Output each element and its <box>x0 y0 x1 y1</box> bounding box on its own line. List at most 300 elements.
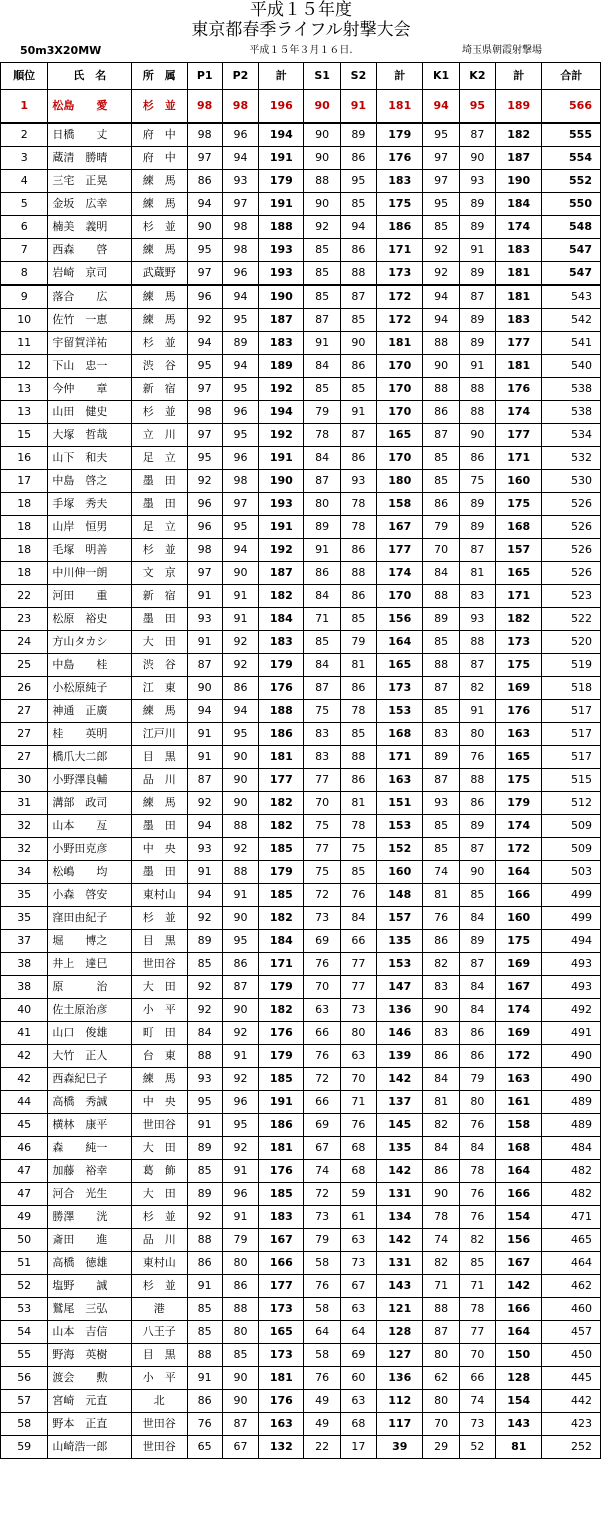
cell-k1: 79 <box>423 516 459 539</box>
cell-p1: 88 <box>187 1229 222 1252</box>
cell-k2: 78 <box>459 1160 495 1183</box>
cell-p1: 92 <box>187 470 222 493</box>
cell-pt: 196 <box>259 90 304 124</box>
cell-pt: 182 <box>259 815 304 838</box>
cell-s2: 95 <box>340 170 376 193</box>
cell-p2: 98 <box>222 90 258 124</box>
cell-p1: 85 <box>187 953 222 976</box>
cell-s2: 85 <box>340 723 376 746</box>
cell-total: 509 <box>542 815 601 838</box>
cell-rank: 18 <box>1 493 48 516</box>
cell-pt: 182 <box>259 585 304 608</box>
cell-s1: 71 <box>304 608 340 631</box>
cell-total: 526 <box>542 516 601 539</box>
cell-s1: 84 <box>304 585 340 608</box>
table-row <box>1 1183 601 1206</box>
cell-rank: 25 <box>1 654 48 677</box>
cell-p1: 94 <box>187 193 222 216</box>
cell-club: 新 宿 <box>132 585 187 608</box>
table-row <box>1 1344 601 1367</box>
cell-p1: 88 <box>187 1344 222 1367</box>
cell-club: 大 田 <box>132 1137 187 1160</box>
cell-st: 142 <box>377 1229 423 1252</box>
cell-total: 450 <box>542 1344 601 1367</box>
cell-s2: 70 <box>340 1068 376 1091</box>
table-row <box>1 170 601 193</box>
cell-pt: 192 <box>259 378 304 401</box>
cell-p1: 87 <box>187 654 222 677</box>
cell-s2: 60 <box>340 1367 376 1390</box>
cell-st: 172 <box>377 285 423 309</box>
cell-k2: 76 <box>459 1114 495 1137</box>
results-header <box>0 0 602 62</box>
cell-s1: 87 <box>304 677 340 700</box>
cell-s2: 63 <box>340 1390 376 1413</box>
cell-kt: 161 <box>496 1091 542 1114</box>
cell-st: 167 <box>377 516 423 539</box>
cell-name: 山崎浩一郎 <box>48 1436 132 1459</box>
cell-s2: 68 <box>340 1160 376 1183</box>
cell-club: 新 宿 <box>132 378 187 401</box>
cell-kt: 184 <box>496 193 542 216</box>
table-row <box>1 930 601 953</box>
table-row <box>1 309 601 332</box>
cell-s2: 69 <box>340 1344 376 1367</box>
cell-s2: 94 <box>340 216 376 239</box>
cell-p1: 90 <box>187 216 222 239</box>
cell-k2: 83 <box>459 585 495 608</box>
cell-club: 練 馬 <box>132 285 187 309</box>
cell-st: 163 <box>377 769 423 792</box>
table-row <box>1 1252 601 1275</box>
cell-total: 494 <box>542 930 601 953</box>
cell-rank: 55 <box>1 1344 48 1367</box>
cell-p2: 92 <box>222 654 258 677</box>
cell-p1: 91 <box>187 1275 222 1298</box>
cell-p2: 92 <box>222 838 258 861</box>
cell-kt: 128 <box>496 1367 542 1390</box>
cell-s1: 70 <box>304 976 340 999</box>
cell-rank: 23 <box>1 608 48 631</box>
cell-kt: 174 <box>496 401 542 424</box>
cell-name: 下山 忠一 <box>48 355 132 378</box>
cell-total: 471 <box>542 1206 601 1229</box>
cell-pt: 194 <box>259 401 304 424</box>
cell-s2: 77 <box>340 953 376 976</box>
cell-rank: 51 <box>1 1252 48 1275</box>
cell-club: 台 東 <box>132 1045 187 1068</box>
cell-p1: 97 <box>187 562 222 585</box>
cell-pt: 191 <box>259 447 304 470</box>
cell-total: 532 <box>542 447 601 470</box>
cell-name: 鷲尾 三弘 <box>48 1298 132 1321</box>
cell-total: 554 <box>542 147 601 170</box>
table-row <box>1 792 601 815</box>
cell-k2: 71 <box>459 1275 495 1298</box>
cell-p1: 92 <box>187 999 222 1022</box>
cell-k1: 94 <box>423 309 459 332</box>
cell-p1: 89 <box>187 930 222 953</box>
event-code: 50m3X20MW <box>20 44 102 57</box>
table-row <box>1 239 601 262</box>
cell-name: 松島 愛 <box>48 90 132 124</box>
cell-s2: 76 <box>340 884 376 907</box>
cell-name: 野本 正直 <box>48 1413 132 1436</box>
cell-k2: 91 <box>459 355 495 378</box>
cell-club: 杉 並 <box>132 401 187 424</box>
cell-k1: 82 <box>423 953 459 976</box>
cell-pt: 192 <box>259 424 304 447</box>
cell-p2: 91 <box>222 608 258 631</box>
cell-pt: 187 <box>259 309 304 332</box>
cell-st: 153 <box>377 953 423 976</box>
cell-rank: 32 <box>1 815 48 838</box>
cell-s1: 76 <box>304 1275 340 1298</box>
cell-kt: 172 <box>496 1045 542 1068</box>
cell-rank: 27 <box>1 723 48 746</box>
cell-kt: 166 <box>496 1298 542 1321</box>
cell-rank: 11 <box>1 332 48 355</box>
cell-total: 499 <box>542 907 601 930</box>
cell-st: 148 <box>377 884 423 907</box>
cell-name: 橋爪大二郎 <box>48 746 132 769</box>
cell-k1: 88 <box>423 378 459 401</box>
cell-st: 112 <box>377 1390 423 1413</box>
cell-k1: 88 <box>423 332 459 355</box>
cell-total: 566 <box>542 90 601 124</box>
table-row <box>1 470 601 493</box>
cell-s1: 75 <box>304 700 340 723</box>
cell-kt: 189 <box>496 90 542 124</box>
cell-st: 142 <box>377 1160 423 1183</box>
cell-rank: 22 <box>1 585 48 608</box>
cell-kt: 183 <box>496 239 542 262</box>
table-row <box>1 539 601 562</box>
cell-s2: 78 <box>340 516 376 539</box>
cell-rank: 40 <box>1 999 48 1022</box>
cell-name: 神通 正廣 <box>48 700 132 723</box>
cell-p2: 90 <box>222 792 258 815</box>
cell-s1: 90 <box>304 123 340 147</box>
cell-st: 142 <box>377 1068 423 1091</box>
cell-k1: 84 <box>423 1137 459 1160</box>
cell-p1: 90 <box>187 677 222 700</box>
cell-s2: 85 <box>340 193 376 216</box>
cell-name: 山岸 恒男 <box>48 516 132 539</box>
cell-k2: 87 <box>459 953 495 976</box>
cell-s2: 87 <box>340 285 376 309</box>
cell-k1: 93 <box>423 792 459 815</box>
table-row <box>1 815 601 838</box>
cell-s1: 67 <box>304 1137 340 1160</box>
column-header: P1 <box>187 63 222 90</box>
cell-p1: 97 <box>187 378 222 401</box>
cell-club: 江戸川 <box>132 723 187 746</box>
cell-club: 北 <box>132 1390 187 1413</box>
table-row <box>1 1206 601 1229</box>
cell-rank: 35 <box>1 884 48 907</box>
cell-pt: 181 <box>259 1137 304 1160</box>
cell-k2: 77 <box>459 1321 495 1344</box>
cell-club: 練 馬 <box>132 193 187 216</box>
cell-rank: 5 <box>1 193 48 216</box>
cell-k1: 78 <box>423 1206 459 1229</box>
cell-pt: 166 <box>259 1252 304 1275</box>
cell-club: 墨 田 <box>132 493 187 516</box>
cell-rank: 35 <box>1 907 48 930</box>
cell-st: 147 <box>377 976 423 999</box>
cell-st: 179 <box>377 123 423 147</box>
cell-p1: 94 <box>187 884 222 907</box>
cell-name: 加藤 裕幸 <box>48 1160 132 1183</box>
cell-s1: 90 <box>304 90 340 124</box>
cell-kt: 154 <box>496 1390 542 1413</box>
table-row <box>1 1114 601 1137</box>
cell-total: 423 <box>542 1413 601 1436</box>
cell-rank: 1 <box>1 90 48 124</box>
cell-kt: 175 <box>496 654 542 677</box>
cell-k1: 86 <box>423 1045 459 1068</box>
cell-s2: 86 <box>340 769 376 792</box>
cell-k1: 86 <box>423 493 459 516</box>
cell-total: 512 <box>542 792 601 815</box>
cell-total: 465 <box>542 1229 601 1252</box>
cell-kt: 169 <box>496 1022 542 1045</box>
cell-pt: 167 <box>259 1229 304 1252</box>
cell-club: 府 中 <box>132 147 187 170</box>
cell-k2: 80 <box>459 1091 495 1114</box>
cell-pt: 183 <box>259 631 304 654</box>
table-row <box>1 976 601 999</box>
cell-st: 170 <box>377 355 423 378</box>
cell-name: 手塚 秀夫 <box>48 493 132 516</box>
cell-s1: 85 <box>304 285 340 309</box>
table-row <box>1 953 601 976</box>
cell-pt: 179 <box>259 170 304 193</box>
cell-p1: 93 <box>187 608 222 631</box>
cell-rank: 6 <box>1 216 48 239</box>
cell-p1: 94 <box>187 815 222 838</box>
cell-s2: 59 <box>340 1183 376 1206</box>
cell-st: 151 <box>377 792 423 815</box>
cell-p1: 96 <box>187 285 222 309</box>
title-event-name: 東京都春季ライフル射撃大会 <box>191 20 411 40</box>
cell-pt: 181 <box>259 1367 304 1390</box>
cell-pt: 183 <box>259 332 304 355</box>
cell-p1: 95 <box>187 447 222 470</box>
cell-p2: 80 <box>222 1252 258 1275</box>
cell-club: 品 川 <box>132 769 187 792</box>
cell-k2: 87 <box>459 654 495 677</box>
cell-p2: 95 <box>222 424 258 447</box>
cell-st: 175 <box>377 193 423 216</box>
table-row <box>1 1022 601 1045</box>
cell-name: 野海 英樹 <box>48 1344 132 1367</box>
column-header: 計 <box>496 63 542 90</box>
cell-s1: 58 <box>304 1252 340 1275</box>
cell-k2: 78 <box>459 1298 495 1321</box>
cell-name: 中島 桂 <box>48 654 132 677</box>
cell-k2: 75 <box>459 470 495 493</box>
cell-name: 西森紀巳子 <box>48 1068 132 1091</box>
cell-s2: 89 <box>340 123 376 147</box>
cell-rank: 53 <box>1 1298 48 1321</box>
cell-p1: 98 <box>187 401 222 424</box>
cell-s1: 87 <box>304 309 340 332</box>
cell-s2: 86 <box>340 585 376 608</box>
cell-kt: 179 <box>496 792 542 815</box>
cell-st: 165 <box>377 424 423 447</box>
cell-s1: 86 <box>304 562 340 585</box>
cell-club: 練 馬 <box>132 1068 187 1091</box>
cell-kt: 157 <box>496 539 542 562</box>
table-row <box>1 1045 601 1068</box>
cell-total: 489 <box>542 1091 601 1114</box>
cell-p2: 94 <box>222 700 258 723</box>
cell-st: 176 <box>377 147 423 170</box>
cell-st: 153 <box>377 815 423 838</box>
cell-s1: 66 <box>304 1091 340 1114</box>
cell-st: 136 <box>377 999 423 1022</box>
cell-st: 160 <box>377 861 423 884</box>
cell-k2: 74 <box>459 1390 495 1413</box>
table-row <box>1 907 601 930</box>
cell-k1: 82 <box>423 1252 459 1275</box>
cell-total: 555 <box>542 123 601 147</box>
event-venue: 埼玉県朝霞射撃場 <box>462 45 542 56</box>
table-row <box>1 1091 601 1114</box>
cell-pt: 189 <box>259 355 304 378</box>
cell-name: 小森 啓安 <box>48 884 132 907</box>
cell-pt: 173 <box>259 1298 304 1321</box>
cell-k2: 88 <box>459 769 495 792</box>
table-row <box>1 999 601 1022</box>
cell-st: 171 <box>377 746 423 769</box>
cell-s2: 85 <box>340 378 376 401</box>
cell-pt: 187 <box>259 562 304 585</box>
cell-st: 186 <box>377 216 423 239</box>
cell-rank: 30 <box>1 769 48 792</box>
cell-name: 山口 俊雄 <box>48 1022 132 1045</box>
cell-club: 目 黒 <box>132 746 187 769</box>
table-row <box>1 1137 601 1160</box>
cell-rank: 47 <box>1 1160 48 1183</box>
table-row <box>1 700 601 723</box>
cell-rank: 56 <box>1 1367 48 1390</box>
cell-total: 490 <box>542 1068 601 1091</box>
cell-pt: 191 <box>259 516 304 539</box>
cell-p2: 96 <box>222 1183 258 1206</box>
cell-s1: 78 <box>304 424 340 447</box>
cell-st: 137 <box>377 1091 423 1114</box>
cell-pt: 185 <box>259 1068 304 1091</box>
cell-s1: 85 <box>304 631 340 654</box>
cell-total: 538 <box>542 401 601 424</box>
cell-club: 練 馬 <box>132 239 187 262</box>
cell-p1: 98 <box>187 123 222 147</box>
cell-s2: 86 <box>340 447 376 470</box>
cell-name: 中川伸一朗 <box>48 562 132 585</box>
cell-p2: 79 <box>222 1229 258 1252</box>
cell-name: 溝部 政司 <box>48 792 132 815</box>
cell-name: 小松原純子 <box>48 677 132 700</box>
cell-club: 大 田 <box>132 976 187 999</box>
cell-kt: 172 <box>496 838 542 861</box>
cell-s2: 87 <box>340 424 376 447</box>
cell-p1: 96 <box>187 516 222 539</box>
cell-p2: 90 <box>222 1367 258 1390</box>
cell-pt: 179 <box>259 654 304 677</box>
cell-s2: 71 <box>340 1091 376 1114</box>
cell-p2: 86 <box>222 677 258 700</box>
cell-rank: 12 <box>1 355 48 378</box>
cell-s2: 85 <box>340 861 376 884</box>
cell-p2: 67 <box>222 1436 258 1459</box>
cell-k2: 89 <box>459 493 495 516</box>
cell-s1: 22 <box>304 1436 340 1459</box>
cell-p2: 92 <box>222 631 258 654</box>
cell-k2: 87 <box>459 539 495 562</box>
table-row <box>1 562 601 585</box>
cell-total: 522 <box>542 608 601 631</box>
cell-club: 杉 並 <box>132 1206 187 1229</box>
cell-name: 窪田由紀子 <box>48 907 132 930</box>
cell-st: 143 <box>377 1275 423 1298</box>
cell-club: 墨 田 <box>132 470 187 493</box>
cell-rank: 34 <box>1 861 48 884</box>
table-row <box>1 493 601 516</box>
cell-k2: 87 <box>459 838 495 861</box>
cell-club: 墨 田 <box>132 861 187 884</box>
cell-kt: 173 <box>496 631 542 654</box>
cell-kt: 171 <box>496 447 542 470</box>
cell-k2: 89 <box>459 815 495 838</box>
cell-club: 八王子 <box>132 1321 187 1344</box>
column-header: 所 属 <box>132 63 187 90</box>
cell-s2: 80 <box>340 1022 376 1045</box>
cell-pt: 171 <box>259 953 304 976</box>
cell-k1: 83 <box>423 723 459 746</box>
cell-k2: 84 <box>459 999 495 1022</box>
cell-club: 小 平 <box>132 999 187 1022</box>
cell-p1: 86 <box>187 170 222 193</box>
cell-name: 井上 達巳 <box>48 953 132 976</box>
cell-p2: 91 <box>222 884 258 907</box>
cell-st: 152 <box>377 838 423 861</box>
cell-st: 131 <box>377 1183 423 1206</box>
column-header: K2 <box>459 63 495 90</box>
cell-club: 世田谷 <box>132 1413 187 1436</box>
cell-pt: 132 <box>259 1436 304 1459</box>
cell-p1: 92 <box>187 309 222 332</box>
cell-k2: 93 <box>459 608 495 631</box>
cell-pt: 185 <box>259 838 304 861</box>
cell-st: 157 <box>377 907 423 930</box>
cell-total: 482 <box>542 1160 601 1183</box>
cell-kt: 168 <box>496 516 542 539</box>
cell-total: 548 <box>542 216 601 239</box>
cell-p1: 92 <box>187 976 222 999</box>
cell-name: 松嶋 均 <box>48 861 132 884</box>
table-row <box>1 285 601 309</box>
column-header: 氏 名 <box>48 63 132 90</box>
cell-name: 河合 光生 <box>48 1183 132 1206</box>
cell-pt: 188 <box>259 216 304 239</box>
cell-total: 526 <box>542 493 601 516</box>
cell-total: 520 <box>542 631 601 654</box>
cell-k2: 93 <box>459 170 495 193</box>
cell-k2: 89 <box>459 332 495 355</box>
